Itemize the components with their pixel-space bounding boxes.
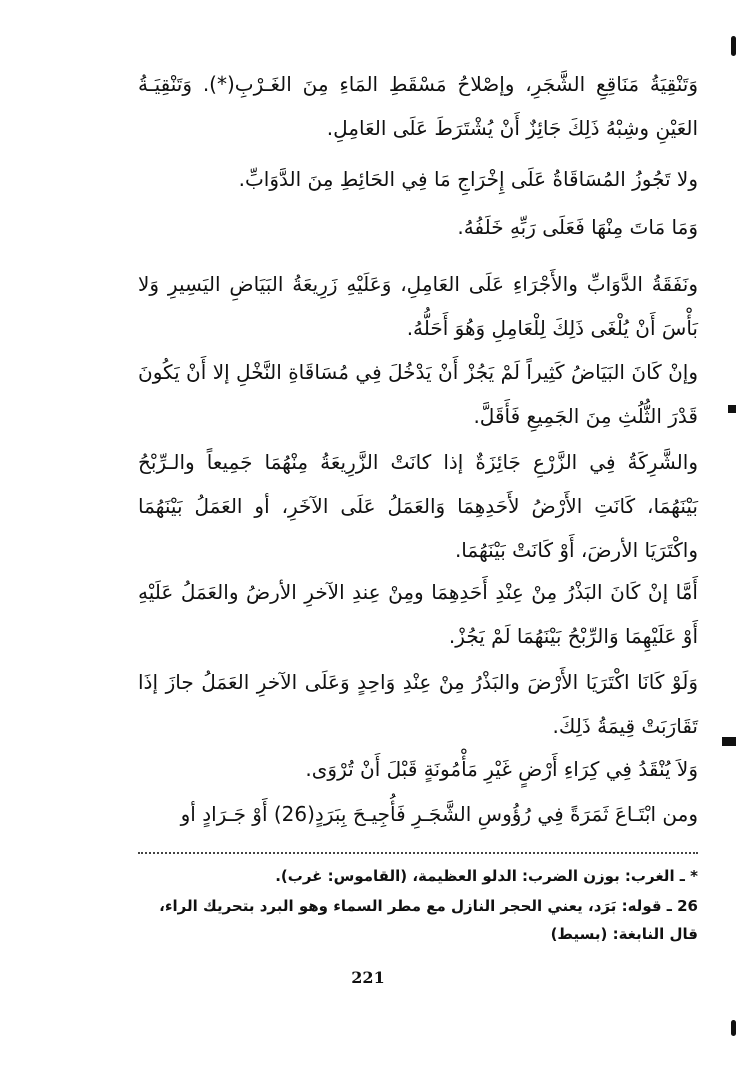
- paragraph-seed-one-party: أَمَّا إنْ كَانَ البَذْرُ مِنْ عِنْدِ أَحَدِهِمَا ومِنْ عِندِ الآخرِ الأرضُ والعَمَلُ عَلَيْهِ أَوْ عَلَيْهِمَا وَالرِّبْحُ بَيْنَهُمَا لَمْ يَجُزْ.: [138, 580, 698, 648]
- edge-mark-lower: [722, 737, 736, 746]
- footnote-26: 26 ـ قوله: بَرَد، يعني الحجر النازل مع مطر السماء وهو البرد بتحريك الراء، قال النابغة: (بسيط): [159, 897, 698, 943]
- paragraph-partnership: والشَّرِكَةُ فِي الزَّرْعِ جَائِزَةٌ إذا كانَتْ الزَّرِيعَةُ مِنْهُمَا جَمِيعاً والـرِّبْحُ بَيْنَهُمَا، كَانَتِ الأَرْضُ لأَحَدِهِمَا وَالعَمَلُ عَلَى الآخَرِ، أو العَمَلُ بَيْنَهُمَا واكْتَرَيَا الأرضَ، أَوْ كَانَتْ بَيْنَهُمَا.: [138, 450, 698, 562]
- footnote-star: * ـ الغرب: بوزن الضرب: الدلو العظيمة، (القاموس: غرب).: [275, 867, 698, 885]
- paragraph-dead-animals: وَمَا مَاتَ مِنْهَا فَعَلَى رَبِّهِ خَلَفُهُ.: [457, 215, 698, 239]
- paragraph-musaqat-animals: ولا تَجُوزُ المُسَاقَاةُ عَلَى إِخْرَاجِ مَا فِي الحَائِطِ مِنَ الدَّوَابِّ.: [238, 167, 698, 191]
- paragraph-cleaning-trees: وَتَنْقِيَةُ مَنَاقِعِ الشَّجَرِ، وإصْلاحُ مَسْقَطِ المَاءِ مِنَ الغَـرْبِ(*). وَتَنْقِيَـةُ العَيْنِ وشِبْهُ ذَلِكَ جَائِزٌ أَنْ يُشْتَرَطَ عَلَى العَامِلِ.: [138, 72, 698, 140]
- paragraph-rented-land: وَلَوْ كَانَا اكْتَرَيَا الأَرْضَ والبَذْرُ مِنْ عِنْدِ وَاحِدٍ وَعَلَى الآخرِ العَمَلُ جازَ إذَا تَقَارَبَتْ قِيمَةُ ذَلِكَ.: [138, 670, 698, 738]
- paragraph-fruit-purchase: ومن ابْتَـاعَ ثَمَرَةً فِي رُؤُوسِ الشَّجَـرِ فَأُجِيـحَ بِبَرَدٍ(26) أَوْ جَـرَادٍ أو: [180, 802, 698, 826]
- footnote-divider: [138, 852, 698, 854]
- page-number: 221: [351, 968, 385, 987]
- edge-mark-bottom: [731, 1020, 736, 1036]
- paragraph-large-land: وإنْ كَانَ البَيَاضُ كَثِيراً لَمْ يَجُزْ أَنْ يَدْخُلَ فِي مُسَاقَاةِ النَّخْلِ إلا أَنْ يَكُونَ قَدْرَ الثُّلُثِ مِنَ الجَمِيعِ فَأَقَلَّ.: [138, 360, 698, 428]
- edge-mark-top: [731, 36, 736, 56]
- paragraph-advance-payment: وَلاَ يُنْقَدُ فِي كِرَاءِ أَرْضٍ غَيْرِ مَأْمُونَةٍ قَبْلَ أَنْ تُرْوَى.: [305, 757, 698, 781]
- paragraph-expenses: ونَفَقَةُ الدَّوَابِّ والأَجْرَاءِ عَلَى العَامِلِ، وَعَلَيْهِ زَرِيعَةُ البَيَاضِ اليَسِيرِ وَلا بَأْسَ أَنْ يُلْغَى ذَلِكَ لِلْعَامِلِ وَهُوَ أَحَلُّهُ.: [138, 272, 698, 340]
- edge-mark-upper: [728, 405, 736, 413]
